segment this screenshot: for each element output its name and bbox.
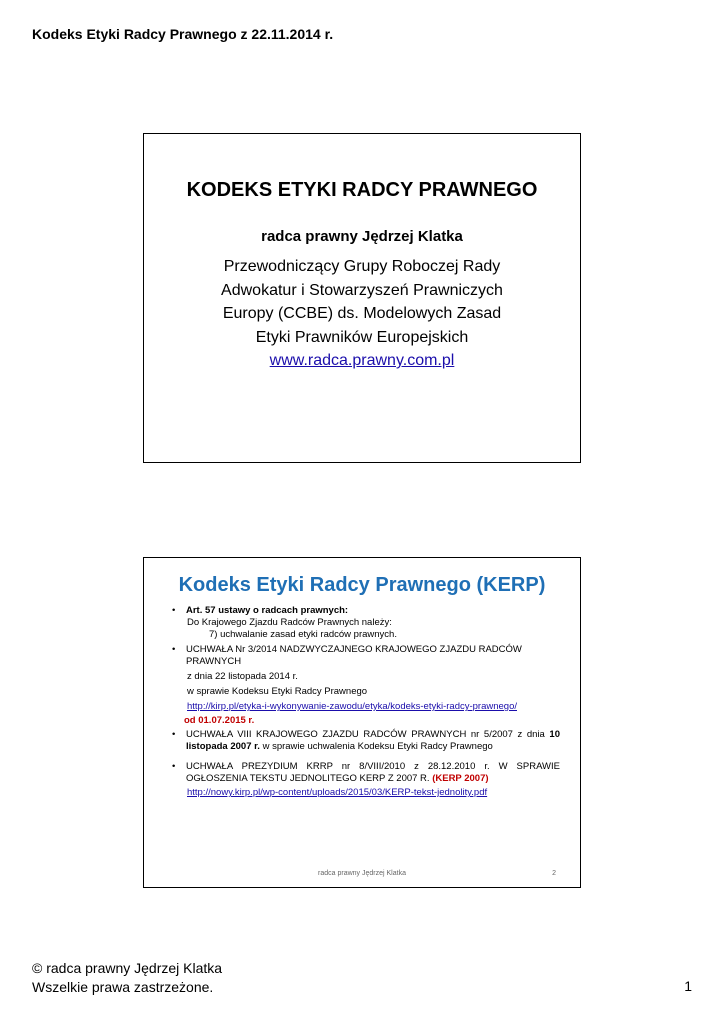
list-item-text: z dnia 22 listopada 2014 r.: [187, 671, 298, 682]
description-line: Adwokatur i Stowarzyszeń Prawniczych: [221, 281, 503, 299]
slide-2: [143, 557, 581, 888]
author-description: [144, 255, 580, 349]
list-item-heading: Art. 57 ustawy o radcach prawnych:: [186, 605, 349, 616]
list-item-text: w sprawie uchwalenia Kodeksu Etyki Radcy Prawnego: [259, 741, 493, 752]
page-footer: [32, 959, 222, 997]
page-header: Kodeks Etyki Radcy Prawnego z 22.11.2014 r.: [32, 26, 334, 42]
list-item-date: 10 listopada 2007 r.: [186, 729, 560, 752]
description-line: Przewodniczący Grupy Roboczej Rady: [223, 258, 501, 275]
slide-body: [162, 605, 560, 799]
description-line: Etyki Prawników Europejskich: [255, 328, 469, 346]
list-item-text: UCHWAŁA VIII KRAJOWEGO ZJAZDU RADCÓW PRAWNYCH nr 5/2007 z dnia: [186, 729, 550, 740]
description-line: Europy (CCBE) ds. Modelowych Zasad: [222, 305, 502, 322]
slide-title: Kodeks Etyki Radcy Prawnego (KERP): [178, 574, 546, 596]
slide-footer: radca prawny Jędrzej Klatka: [318, 870, 406, 877]
list-item: [162, 605, 560, 617]
list-item: [162, 729, 560, 753]
bullet-icon: •: [172, 644, 176, 655]
list-item: [162, 761, 560, 785]
copyright-text: © radca prawny Jędrzej Klatka: [32, 960, 223, 976]
bullet-icon: •: [172, 605, 176, 616]
list-item-text: Do Krajowego Zjazdu Radców Prawnych należy:: [187, 617, 392, 628]
list-item-text: UCHWAŁA PREZYDIUM KRRP nr 8/VIII/2010 z 28.12.2010 r. W SPRAWIE OGŁOSZENIA TEKSTU JEDNOLITEGO KERP Z 2007 R.: [186, 761, 560, 784]
slide-number: 2: [552, 870, 556, 877]
slide-title: KODEKS ETYKI RADCY PRAWNEGO: [186, 179, 538, 201]
list-item-text: w sprawie Kodeksu Etyki Radcy Prawnego: [187, 686, 368, 697]
kerp-2007-label: (KERP 2007): [432, 773, 489, 784]
bullet-icon: •: [172, 729, 176, 740]
kerp-pdf-link[interactable]: http://nowy.kirp.pl/wp-content/uploads/2015/03/KERP-tekst-jednolity.pdf: [187, 787, 488, 798]
list-item-text: UCHWAŁA Nr 3/2014 NADZWYCZAJNEGO KRAJOWEGO ZJAZDU RADCÓW PRAWNYCH: [186, 644, 522, 667]
author-name: radca prawny Jędrzej Klatka: [261, 228, 463, 245]
bullet-icon: •: [172, 761, 176, 772]
effective-date: od 01.07.2015 r.: [184, 715, 255, 726]
list-item: [162, 644, 560, 668]
slide-1: [143, 133, 581, 463]
website-link[interactable]: www.radca.prawny.com.pl: [269, 352, 455, 369]
rights-text: Wszelkie prawa zastrzeżone.: [32, 979, 214, 995]
kirp-link[interactable]: http://kirp.pl/etyka-i-wykonywanie-zawodu/etyka/kodeks-etyki-radcy-prawnego/: [187, 701, 517, 712]
page-number: 1: [684, 978, 692, 994]
list-item-text: 7) uchwalanie zasad etyki radców prawnych.: [209, 629, 397, 640]
